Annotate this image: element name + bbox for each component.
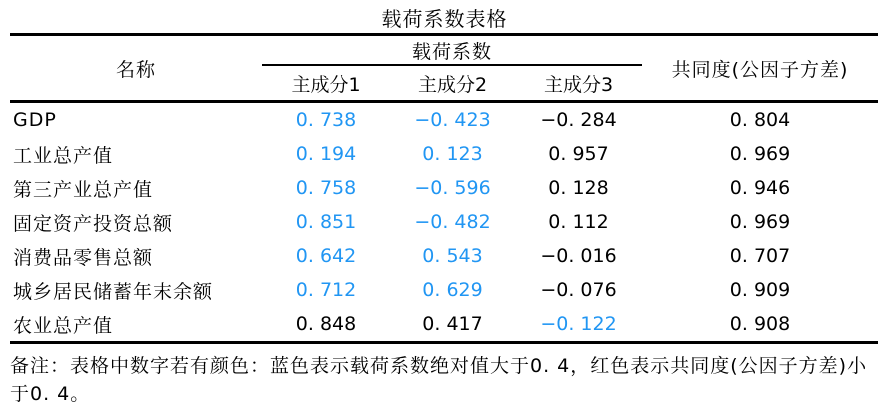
header-communality: 共同度(公因子方差) — [671, 58, 849, 81]
header-pc1: 主成分1 — [291, 73, 361, 96]
cell-pc2: −0. 482 — [414, 211, 491, 233]
cell-pc1: 0. 851 — [295, 211, 357, 233]
cell-pc3: −0. 076 — [540, 279, 617, 301]
cell-pc3: −0. 284 — [540, 109, 617, 131]
cell-pc2: 0. 123 — [422, 143, 483, 165]
cell-pc2: −0. 596 — [414, 177, 491, 199]
cell-communality: 0. 969 — [729, 211, 791, 233]
cell-pc1: 0. 848 — [295, 313, 357, 335]
cell-pc1: 0. 642 — [295, 245, 357, 267]
row-name: 固定资产投资总额 — [13, 212, 174, 235]
cell-pc2: 0. 629 — [422, 279, 483, 301]
table-header — [10, 35, 878, 102]
table-title: 载荷系数表格 — [381, 7, 508, 31]
cell-communality: 0. 909 — [729, 279, 791, 301]
table-row — [10, 137, 878, 171]
row-name: 第三产业总产值 — [13, 178, 154, 201]
cell-communality: 0. 946 — [729, 177, 791, 199]
cell-pc1: 0. 758 — [295, 177, 357, 199]
header-group-loadings: 载荷系数 — [262, 35, 642, 66]
header-pc3: 主成分3 — [543, 73, 614, 96]
cell-pc3: 0. 128 — [548, 177, 609, 199]
cell-pc1: 0. 738 — [295, 109, 357, 131]
cell-pc3: −0. 122 — [540, 313, 617, 335]
table-body — [10, 102, 878, 343]
row-name: 工业总产值 — [13, 144, 114, 167]
cell-pc3: −0. 016 — [540, 245, 617, 267]
cell-pc2: −0. 423 — [414, 109, 491, 131]
cell-pc3: 0. 957 — [548, 143, 609, 165]
cell-communality: 0. 908 — [729, 313, 791, 335]
cell-communality: 0. 707 — [729, 245, 791, 267]
table-row — [10, 307, 878, 343]
row-name: GDP — [13, 109, 57, 131]
row-name: 农业总产值 — [13, 314, 114, 337]
cell-communality: 0. 969 — [729, 143, 791, 165]
footnote: 备注：表格中数字若有颜色：蓝色表示载荷系数绝对值大于0. 4，红色表示共同度(公因子方差)小于0. 4。 — [10, 355, 868, 405]
row-name: 城乡居民储蓄年末余额 — [13, 280, 214, 303]
cell-pc2: 0. 417 — [422, 313, 483, 335]
cell-pc1: 0. 712 — [295, 279, 357, 301]
table-row — [10, 239, 878, 273]
table-row — [10, 273, 878, 307]
cell-pc1: 0. 194 — [295, 143, 357, 165]
table-row — [10, 205, 878, 239]
loadings-table — [10, 33, 878, 344]
header-name: 名称 — [115, 58, 156, 81]
row-name: 消费品零售总额 — [13, 246, 154, 269]
cell-pc3: 0. 112 — [548, 211, 609, 233]
table-row — [10, 171, 878, 205]
cell-communality: 0. 804 — [729, 109, 791, 131]
header-pc2: 主成分2 — [417, 73, 488, 96]
cell-pc2: 0. 543 — [422, 245, 483, 267]
table-row — [10, 102, 878, 138]
